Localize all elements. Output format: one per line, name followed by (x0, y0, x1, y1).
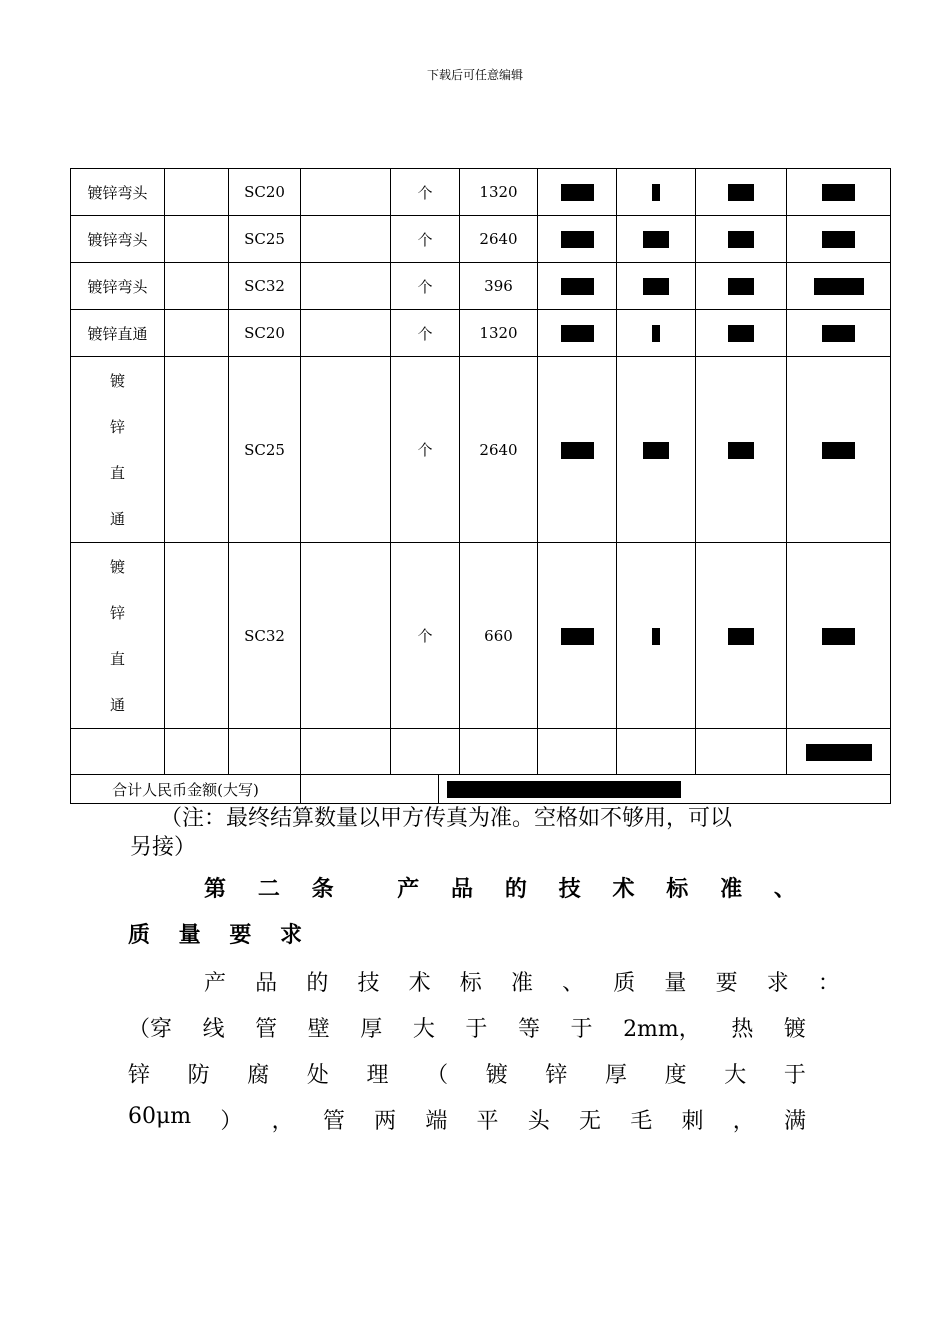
text-char: 标 (459, 971, 482, 996)
redaction-block (447, 781, 681, 798)
paragraph-line (128, 1104, 806, 1135)
note-line: 另接） (130, 835, 197, 860)
text-char: 求 (766, 971, 789, 996)
item-name: 镀锌弯头 (71, 263, 165, 310)
redaction-block (561, 278, 594, 295)
text-char: 准 (510, 971, 533, 996)
redaction-block (561, 231, 594, 248)
redacted-cell (787, 729, 891, 775)
empty-cell (301, 169, 391, 216)
name-char: 锌 (109, 603, 125, 622)
title-char: 要 (229, 922, 252, 948)
redaction-block (561, 628, 594, 645)
redaction-block (561, 442, 594, 459)
empty-cell (301, 310, 391, 357)
empty-cell (391, 729, 460, 775)
redaction-block (561, 325, 594, 342)
redacted-cell (696, 543, 787, 729)
item-qty: 2640 (460, 357, 538, 543)
text-char: 要 (715, 971, 738, 996)
redacted-cell (538, 543, 617, 729)
redaction-block (643, 278, 669, 295)
text-char: 毛 (630, 1109, 653, 1134)
redacted-cell (538, 263, 617, 310)
paragraph-line (128, 1058, 806, 1089)
item-spec: SC25 (229, 357, 301, 543)
redacted-cell (617, 216, 696, 263)
redaction-block (561, 184, 594, 201)
redaction-block (822, 325, 855, 342)
empty-cell (71, 729, 165, 775)
redacted-cell (696, 169, 787, 216)
redaction-block (822, 442, 855, 459)
redacted-cell (538, 169, 617, 216)
redacted-cell (787, 216, 891, 263)
item-spec: SC20 (229, 169, 301, 216)
materials-table (70, 168, 891, 775)
table-row (71, 216, 891, 263)
text-char: 理 (366, 1063, 389, 1088)
table-row (71, 357, 891, 543)
paragraph-line (204, 966, 840, 997)
title-char: 品 (451, 876, 474, 902)
empty-cell (165, 263, 229, 310)
text-char: 厚 (360, 1017, 383, 1042)
name-char: 直 (109, 649, 125, 668)
item-unit: 个 (391, 263, 460, 310)
item-spec: SC20 (229, 310, 301, 357)
text-char: 度 (664, 1063, 687, 1088)
empty-cell (165, 357, 229, 543)
paragraph-line (128, 1012, 806, 1043)
item-name: 镀锌直通 (71, 310, 165, 357)
text-char: 于 (783, 1063, 806, 1088)
empty-cell (301, 263, 391, 310)
title-char: 量 (178, 922, 201, 948)
redacted-cell (617, 169, 696, 216)
title-char: 第 (204, 876, 227, 902)
item-spec: SC32 (229, 263, 301, 310)
empty-cell (229, 729, 301, 775)
redacted-cell (617, 263, 696, 310)
title-char: 二 (257, 876, 280, 902)
empty-cell (301, 775, 439, 804)
empty-cell (460, 729, 538, 775)
empty-cell (165, 169, 229, 216)
section-title-line (128, 918, 302, 949)
text-char: 热 (731, 1017, 754, 1042)
item-name-vertical (71, 357, 165, 543)
table-row (71, 169, 891, 216)
title-char: 、 (773, 876, 796, 902)
section-title-line (204, 872, 796, 903)
text-char: 等 (517, 1017, 540, 1042)
redaction-block (728, 278, 754, 295)
empty-cell (165, 310, 229, 357)
text-char: （穿 (128, 1017, 173, 1042)
item-name: 镀锌弯头 (71, 169, 165, 216)
redaction-block (652, 325, 660, 342)
redacted-cell (696, 216, 787, 263)
item-name-vertical (71, 543, 165, 729)
redacted-cell (439, 775, 891, 804)
item-name: 镀锌弯头 (71, 216, 165, 263)
redaction-block (728, 628, 754, 645)
total-label: 合计人民币金额(大写) (71, 775, 301, 804)
note-line: （注：最终结算数量以甲方传真为准。空格如不够用，可以 (160, 806, 733, 831)
empty-cell (165, 543, 229, 729)
empty-cell (301, 357, 391, 543)
text-char: 镀 (783, 1017, 806, 1042)
title-char: 的 (504, 876, 527, 902)
text-char: 产 (204, 971, 227, 996)
name-char: 镀 (109, 371, 125, 390)
title-char: 技 (558, 876, 581, 902)
item-unit: 个 (391, 216, 460, 263)
redaction-block (728, 184, 754, 201)
table-row (71, 310, 891, 357)
text-char: 60μm (128, 1104, 192, 1129)
text-char: 于 (570, 1017, 593, 1042)
text-char: 腐 (247, 1063, 270, 1088)
redaction-block (806, 744, 872, 761)
text-char: 大 (412, 1017, 435, 1042)
text-char: 管 (322, 1109, 345, 1134)
empty-cell (538, 729, 617, 775)
redaction-block (728, 325, 754, 342)
item-qty: 396 (460, 263, 538, 310)
redacted-cell (617, 310, 696, 357)
text-char: 刺 (681, 1109, 704, 1134)
redacted-cell (787, 543, 891, 729)
text-char: 防 (187, 1063, 210, 1088)
title-char: 求 (279, 922, 302, 948)
empty-cell (696, 729, 787, 775)
redaction-block (728, 231, 754, 248)
table-row-subtotal (71, 729, 891, 775)
redacted-cell (617, 357, 696, 543)
redaction-block (652, 184, 660, 201)
empty-cell (165, 216, 229, 263)
redacted-cell (787, 310, 891, 357)
redacted-cell (787, 357, 891, 543)
text-char: （ (426, 1063, 449, 1088)
redacted-cell (696, 310, 787, 357)
item-unit: 个 (391, 169, 460, 216)
text-char: 端 (425, 1109, 448, 1134)
name-char: 锌 (109, 417, 125, 436)
title-char: 准 (720, 876, 743, 902)
text-char: 品 (255, 971, 278, 996)
empty-cell (301, 543, 391, 729)
empty-cell (301, 216, 391, 263)
text-char: 锌 (128, 1063, 151, 1088)
text-char: 大 (724, 1063, 747, 1088)
item-qty: 1320 (460, 310, 538, 357)
name-char: 通 (109, 509, 125, 528)
redacted-cell (538, 357, 617, 543)
table-row (71, 543, 891, 729)
text-char: 于 (465, 1017, 488, 1042)
note-paragraph (130, 804, 830, 862)
redacted-cell (696, 263, 787, 310)
title-char: 质 (128, 922, 151, 948)
text-char: 壁 (307, 1017, 330, 1042)
redacted-cell (787, 169, 891, 216)
item-qty: 1320 (460, 169, 538, 216)
redacted-cell (538, 310, 617, 357)
redaction-block (643, 231, 669, 248)
text-char: 镀 (485, 1063, 508, 1088)
text-char: 锌 (545, 1063, 568, 1088)
redaction-block (822, 231, 855, 248)
text-char: 平 (476, 1109, 499, 1134)
item-spec: SC32 (229, 543, 301, 729)
table-row (71, 263, 891, 310)
redacted-cell (696, 357, 787, 543)
redacted-cell (617, 543, 696, 729)
text-char: ： (817, 971, 840, 996)
text-char: 术 (408, 971, 431, 996)
redaction-block (643, 442, 669, 459)
title-char: 标 (666, 876, 689, 902)
redacted-cell (538, 216, 617, 263)
item-qty: 660 (460, 543, 538, 729)
text-char: ） (220, 1109, 243, 1134)
name-char: 镀 (109, 557, 125, 576)
redaction-block (822, 184, 855, 201)
item-unit: 个 (391, 310, 460, 357)
text-char: 质 (613, 971, 636, 996)
item-qty: 2640 (460, 216, 538, 263)
title-char: 条 (311, 876, 334, 902)
title-char: 术 (612, 876, 635, 902)
title-char: 产 (397, 876, 420, 902)
item-unit: 个 (391, 543, 460, 729)
text-char: 无 (579, 1109, 602, 1134)
text-char: 量 (664, 971, 687, 996)
text-char: 2mm， (623, 1017, 701, 1042)
page-header-note: 下载后可任意编辑 (426, 68, 523, 82)
text-char: 两 (374, 1109, 397, 1134)
item-spec: SC25 (229, 216, 301, 263)
text-char: 满 (783, 1109, 806, 1134)
redaction-block (652, 628, 660, 645)
text-char: 厚 (605, 1063, 628, 1088)
redacted-cell (787, 263, 891, 310)
item-unit: 个 (391, 357, 460, 543)
empty-cell (165, 729, 229, 775)
text-char: 线 (202, 1017, 225, 1042)
text-char: ， (732, 1109, 755, 1134)
text-char: 技 (357, 971, 380, 996)
empty-cell (301, 729, 391, 775)
text-char: ， (271, 1109, 294, 1134)
text-char: 头 (527, 1109, 550, 1134)
redaction-block (728, 442, 754, 459)
text-char: 处 (306, 1063, 329, 1088)
text-char: 的 (306, 971, 329, 996)
redaction-block (814, 278, 864, 295)
redaction-block (822, 628, 855, 645)
total-amount-table (70, 774, 891, 804)
empty-cell (617, 729, 696, 775)
name-char: 直 (109, 463, 125, 482)
name-char: 通 (109, 695, 125, 714)
text-char: 、 (562, 971, 585, 996)
text-char: 管 (255, 1017, 278, 1042)
